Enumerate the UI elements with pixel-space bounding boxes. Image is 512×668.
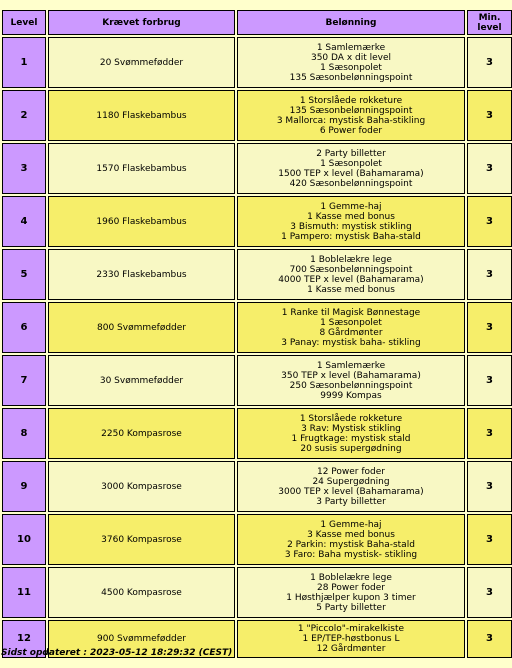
table-row xyxy=(2,355,512,406)
table-row xyxy=(2,514,512,565)
table-row xyxy=(2,37,512,88)
requirement-cell: 3000 Kompasrose xyxy=(48,461,235,512)
reward-line: 28 Power foder xyxy=(316,582,385,593)
reward-line: 3 Rav: Mystisk stikling xyxy=(301,423,401,434)
reward-line: 3 Mallorca: mystisk Baha-stikling xyxy=(276,115,426,126)
reward-line: 1 Storslåede rokketure xyxy=(299,413,403,424)
reward-cell xyxy=(237,408,465,459)
reward-line: 1 Sæsonpolet xyxy=(320,317,382,328)
requirement-cell: 2250 Kompasrose xyxy=(48,408,235,459)
reward-cell xyxy=(237,249,465,300)
reward-line: 24 Supergødning xyxy=(312,476,390,487)
last-updated-footer: Sidst opdateret : 2023-05-12 18:29:32 (CEST) xyxy=(1,648,233,658)
reward-cell xyxy=(237,461,465,512)
requirement-cell: 20 Svømmefødder xyxy=(48,37,235,88)
level-cell: 7 xyxy=(2,355,46,406)
reward-line: 250 Sæsonbelønningspoint xyxy=(289,380,413,391)
reward-line: 1 Samlemærke xyxy=(316,42,386,53)
reward-cell xyxy=(237,196,465,247)
level-cell: 2 xyxy=(2,90,46,141)
min-level-cell: 3 xyxy=(467,514,512,565)
table-row xyxy=(2,249,512,300)
reward-line: 1 Frugtkage: mystisk stald xyxy=(291,433,411,444)
reward-line: 1 Gemme-haj xyxy=(320,519,382,530)
reward-line: 1 Pampero: mystisk Baha-stald xyxy=(281,231,421,242)
reward-cell xyxy=(237,567,465,618)
requirement-cell: 30 Svømmefødder xyxy=(48,355,235,406)
level-cell: 3 xyxy=(2,143,46,194)
requirement-cell: 3760 Kompasrose xyxy=(48,514,235,565)
reward-line: 420 Sæsonbelønningspoint xyxy=(289,178,413,189)
level-cell: 10 xyxy=(2,514,46,565)
requirement-cell: 1570 Flaskebambus xyxy=(48,143,235,194)
reward-line: 3 Faro: Baha mystisk- stikling xyxy=(284,549,418,560)
header-min-level: Min. level xyxy=(467,10,512,35)
reward-line: 1 Boblelækre lege xyxy=(310,254,392,265)
reward-line: 1 Samlemærke xyxy=(316,360,386,371)
min-level-cell: 3 xyxy=(467,408,512,459)
level-cell: 9 xyxy=(2,461,46,512)
reward-line: 135 Sæsonbelønningspoint xyxy=(289,72,413,83)
reward-line: 1500 TEP x level (Bahamarama) xyxy=(278,168,424,179)
level-cell: 4 xyxy=(2,196,46,247)
reward-cell xyxy=(237,143,465,194)
min-level-cell: 3 xyxy=(467,302,512,353)
reward-line: 1 Ranke til Magisk Bønnestage xyxy=(281,307,421,318)
table-body xyxy=(2,37,512,658)
reward-line: 2 Party billetter xyxy=(316,148,386,159)
reward-line: 8 Gårdmønter xyxy=(319,327,383,338)
table-header-row xyxy=(2,10,512,35)
reward-line: 1 "Piccolo"-mirakelkiste xyxy=(297,624,405,634)
reward-line: 3 Panay: mystisk baha- stikling xyxy=(281,337,421,348)
reward-line: 350 DA x dit level xyxy=(310,52,392,63)
min-level-cell: 3 xyxy=(467,249,512,300)
min-level-cell: 3 xyxy=(467,567,512,618)
min-level-cell: 3 xyxy=(467,37,512,88)
header-reward: Belønning xyxy=(237,10,465,35)
requirement-cell: 2330 Flaskebambus xyxy=(48,249,235,300)
requirement-cell: 800 Svømmefødder xyxy=(48,302,235,353)
reward-line: 12 Power foder xyxy=(316,466,385,477)
min-level-cell: 3 xyxy=(467,461,512,512)
reward-line: 1 Storslåede rokketure xyxy=(299,95,403,106)
reward-cell xyxy=(237,620,465,658)
reward-cell xyxy=(237,37,465,88)
level-cell: 8 xyxy=(2,408,46,459)
min-level-cell: 3 xyxy=(467,143,512,194)
level-cell: 11 xyxy=(2,567,46,618)
reward-line: 3 Bismuth: mystisk stikling xyxy=(290,221,412,232)
header-level: Level xyxy=(2,10,46,35)
reward-line: 1 Høsthjælper kupon 3 timer xyxy=(286,592,416,603)
table-row xyxy=(2,302,512,353)
min-level-cell: 3 xyxy=(467,620,512,658)
reward-cell xyxy=(237,302,465,353)
min-level-cell: 3 xyxy=(467,355,512,406)
reward-line: 1 Boblelækre lege xyxy=(310,572,392,583)
reward-line: 2 Parkin: mystisk Baha-stald xyxy=(287,539,415,550)
reward-line: 1 Kasse med bonus xyxy=(307,284,395,295)
reward-line: 1 Kasse med bonus xyxy=(307,211,395,222)
level-cell: 1 xyxy=(2,37,46,88)
level-cell: 5 xyxy=(2,249,46,300)
reward-cell xyxy=(237,90,465,141)
min-level-cell: 3 xyxy=(467,90,512,141)
reward-line: 9999 Kompas xyxy=(320,390,382,401)
reward-line: 1 EP/TEP-høstbonus L xyxy=(302,634,400,644)
rewards-table xyxy=(0,8,512,660)
level-cell: 6 xyxy=(2,302,46,353)
requirement-cell: 900 Svømmefødder xyxy=(48,620,235,658)
table-row xyxy=(2,567,512,618)
reward-line: 135 Sæsonbelønningspoint xyxy=(289,105,413,116)
reward-line: 350 TEP x level (Bahamarama) xyxy=(281,370,421,381)
reward-line: 6 Power foder xyxy=(319,125,383,136)
table-row xyxy=(2,408,512,459)
min-level-cell: 3 xyxy=(467,196,512,247)
reward-line: 1 Gemme-haj xyxy=(320,201,382,212)
reward-cell xyxy=(237,514,465,565)
reward-line: 20 susis supergødning xyxy=(300,443,402,454)
reward-cell xyxy=(237,355,465,406)
reward-line: 5 Party billetter xyxy=(316,602,386,613)
reward-line: 1 Sæsonpolet xyxy=(320,62,382,73)
reward-line: 3000 TEP x level (Bahamarama) xyxy=(278,486,424,497)
requirement-cell: 4500 Kompasrose xyxy=(48,567,235,618)
requirement-cell: 1180 Flaskebambus xyxy=(48,90,235,141)
level-cell: 12 xyxy=(2,620,46,658)
reward-line: 1 Sæsonpolet xyxy=(320,158,382,169)
requirement-cell: 1960 Flaskebambus xyxy=(48,196,235,247)
reward-line: 700 Sæsonbelønningspoint xyxy=(289,264,413,275)
reward-line: 3 Party billetter xyxy=(316,496,386,507)
table-row xyxy=(2,196,512,247)
reward-line: 12 Gårdmønter xyxy=(316,644,386,654)
table-row xyxy=(2,461,512,512)
table-row xyxy=(2,90,512,141)
reward-line: 4000 TEP x level (Bahamarama) xyxy=(278,274,424,285)
header-requirement: Krævet forbrug xyxy=(48,10,235,35)
table-row xyxy=(2,143,512,194)
reward-line: 3 Kasse med bonus xyxy=(307,529,395,540)
